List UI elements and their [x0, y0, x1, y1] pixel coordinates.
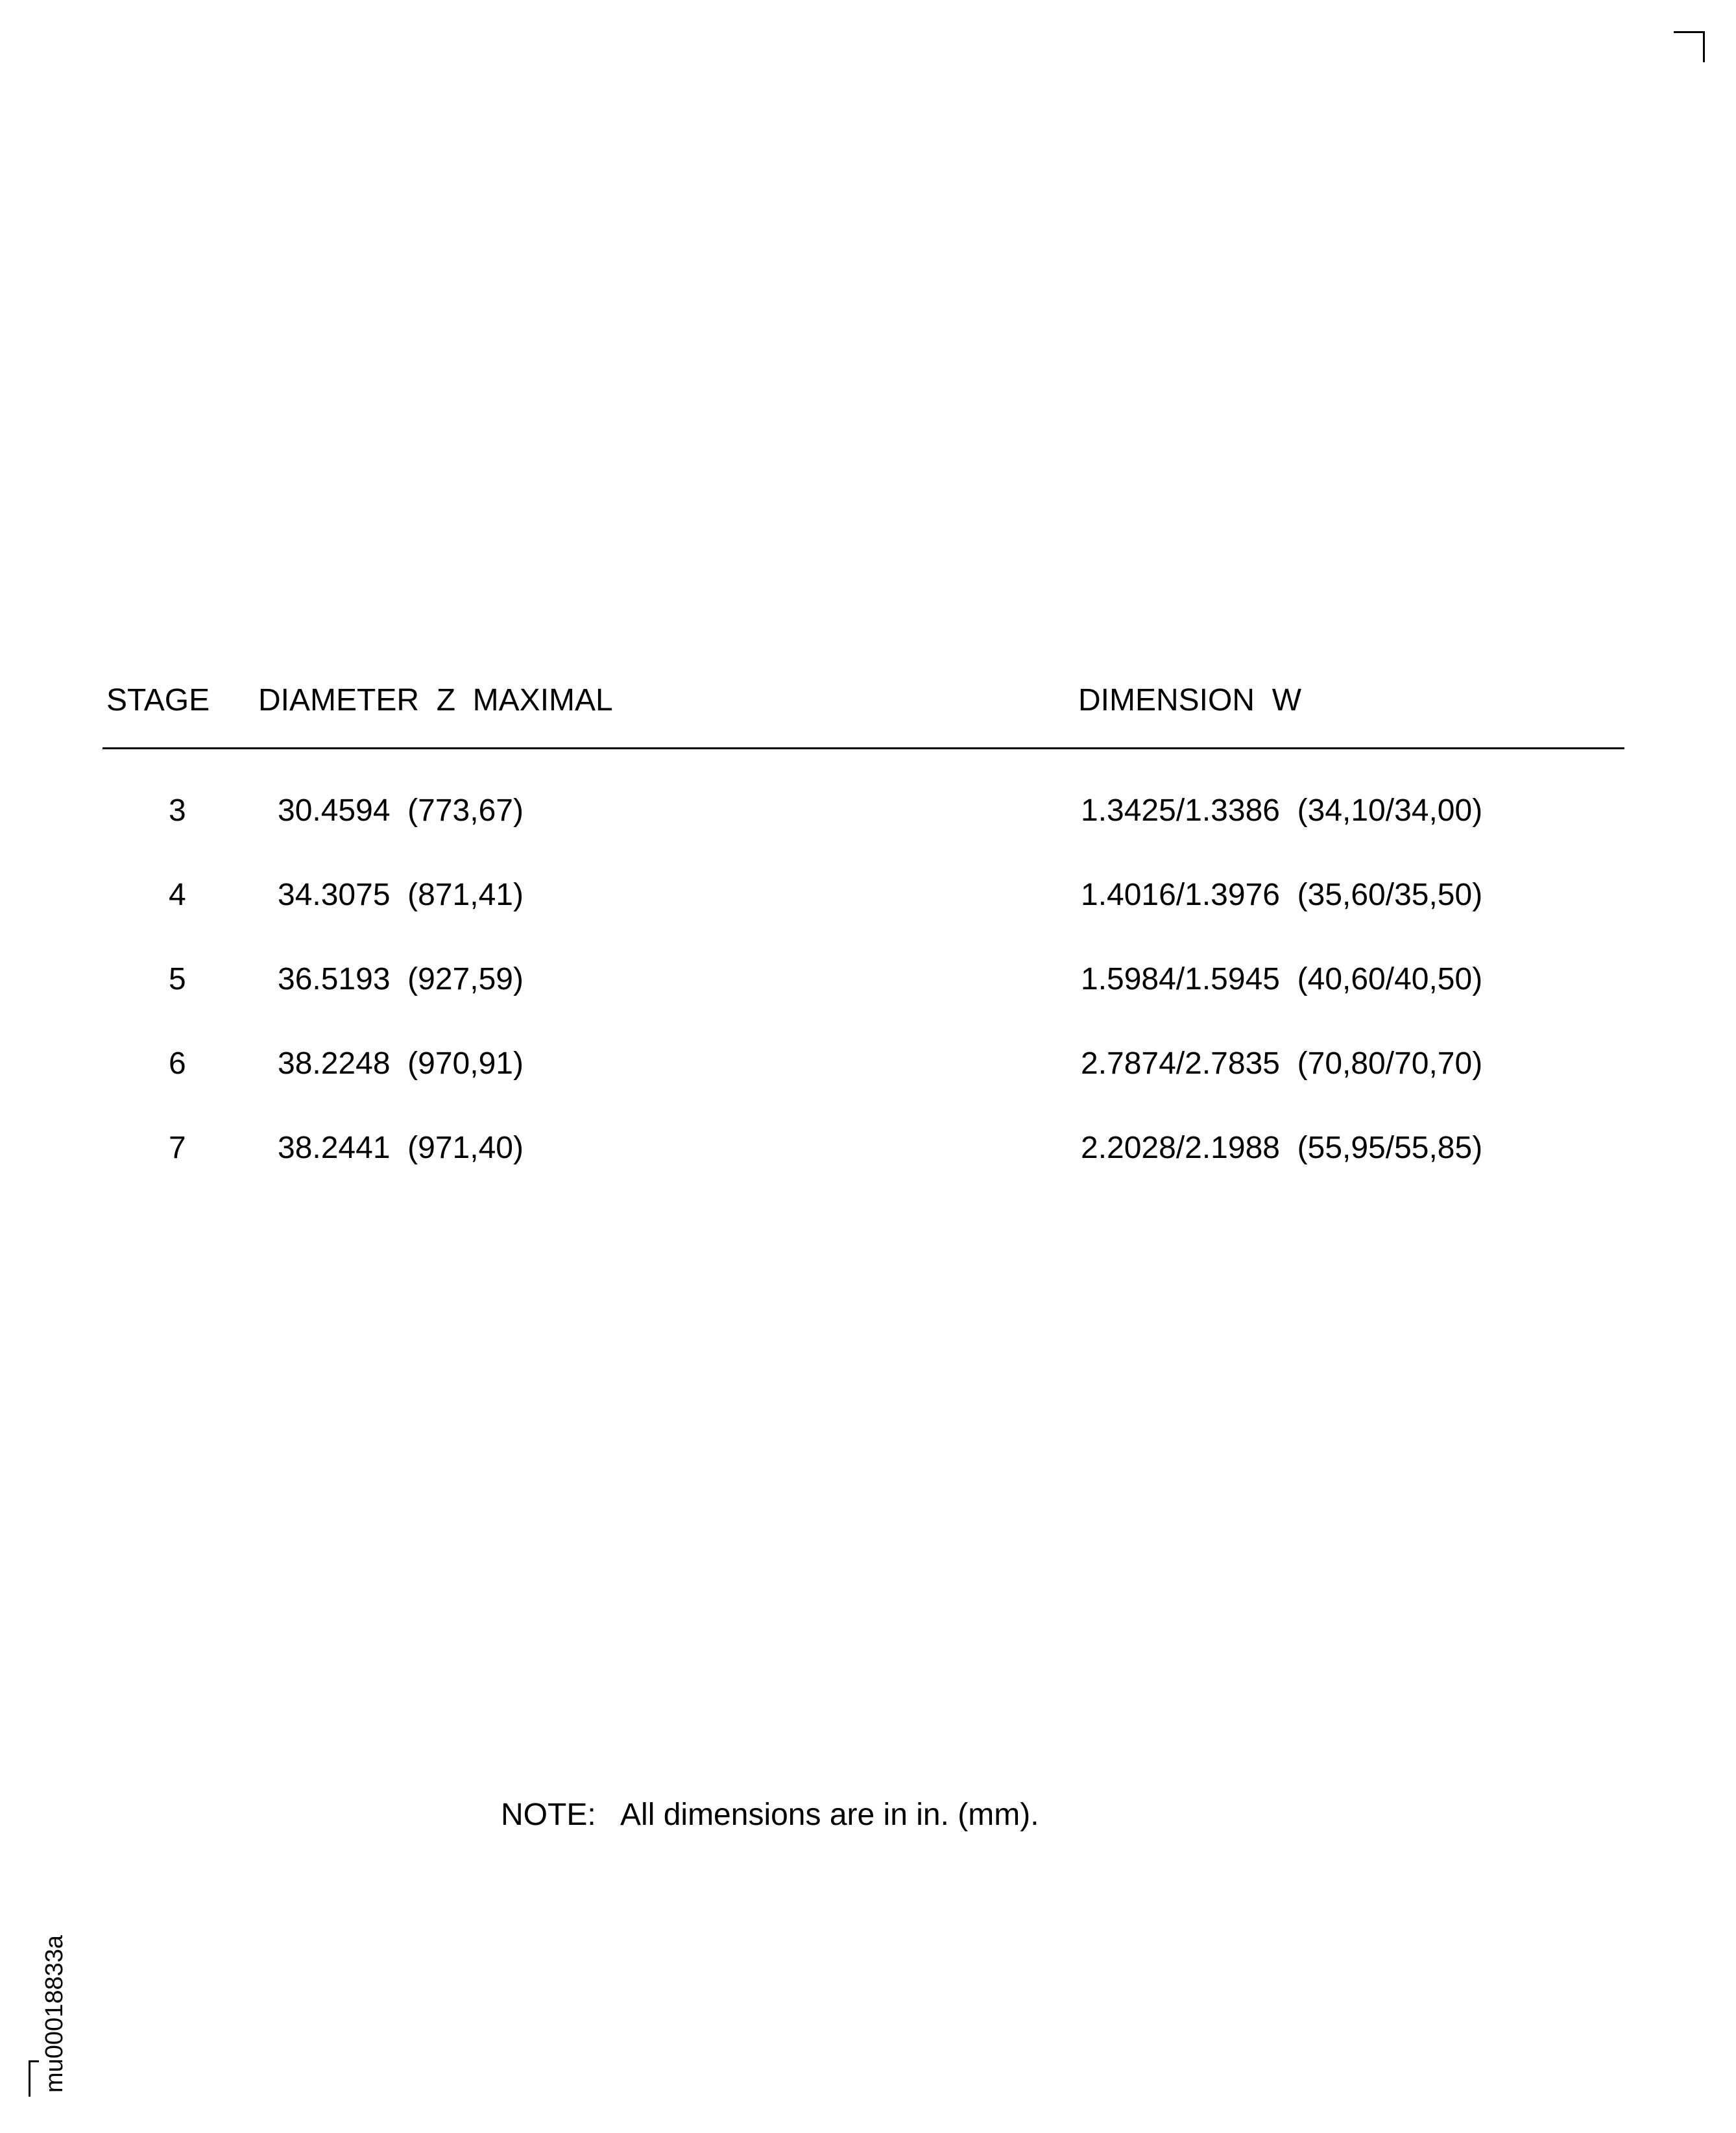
row-dimension-cell: 1.4016/1.3976 (35,60/35,50) [1081, 878, 1483, 912]
row-stage-cell: 4 [169, 878, 186, 912]
header-dimension: DIMENSION W [1078, 683, 1301, 717]
crop-mark-top-right [1674, 31, 1705, 62]
header-rule [102, 747, 1624, 749]
row-diameter-cell: 38.2248 (970,91) [278, 1046, 524, 1081]
row-dimension-cell: 1.3425/1.3386 (34,10/34,00) [1081, 793, 1483, 828]
row-stage-cell: 6 [169, 1046, 186, 1081]
row-diameter-cell: 38.2441 (971,40) [278, 1131, 524, 1165]
figure-id: mu00018833a [41, 1935, 68, 2093]
row-stage-cell: 3 [169, 793, 186, 828]
units-note: NOTE: All dimensions are in in. (mm). [501, 1798, 1039, 1832]
row-diameter-cell: 30.4594 (773,67) [278, 793, 524, 828]
row-stage-cell: 7 [169, 1131, 186, 1165]
row-dimension-cell: 2.7874/2.7835 (70,80/70,70) [1081, 1046, 1483, 1081]
header-stage: STAGE [106, 683, 210, 717]
row-dimension-cell: 2.2028/2.1988 (55,95/55,85) [1081, 1131, 1483, 1165]
row-dimension-cell: 1.5984/1.5945 (40,60/40,50) [1081, 962, 1483, 996]
header-diameter: DIAMETER Z MAXIMAL [258, 683, 613, 717]
crop-mark-bottom-left [29, 2060, 39, 2097]
row-diameter-cell: 36.5193 (927,59) [278, 962, 524, 996]
row-diameter-cell: 34.3075 (871,41) [278, 878, 524, 912]
row-stage-cell: 5 [169, 962, 186, 996]
